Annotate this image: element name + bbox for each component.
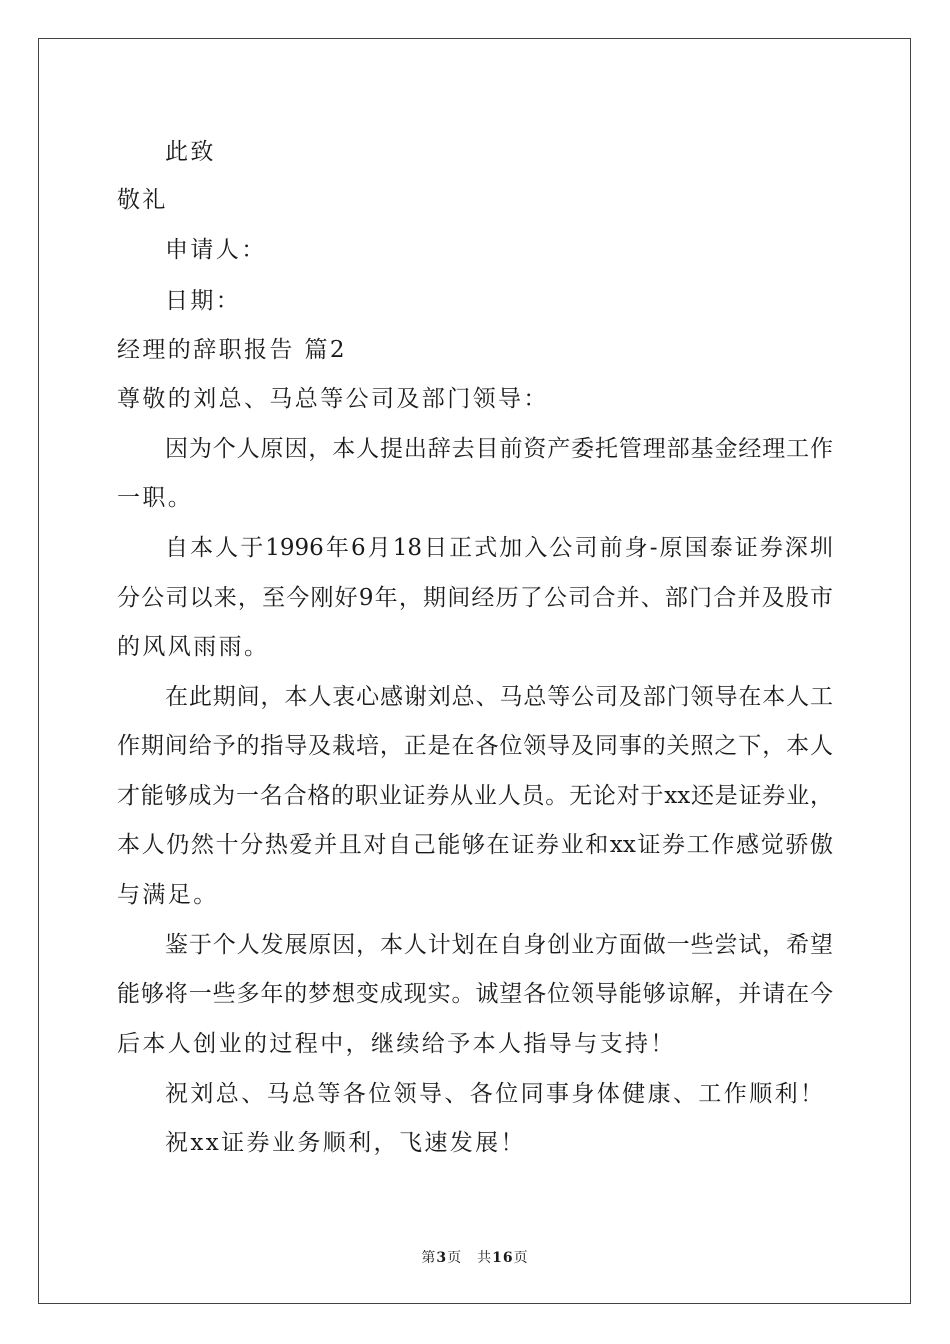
footer-page-total: 16 — [492, 1250, 514, 1266]
footer-page-mid: 页 共 — [447, 1250, 493, 1266]
paragraph-1-line-1: 因为个人原因，本人提出辞去目前资产委托管理部基金经理工作 — [165, 436, 833, 462]
closing-regards: 敬礼 — [117, 187, 168, 213]
paragraph-5-line-1: 祝刘总、马总等各位领导、各位同事身体健康、工作顺利！ — [165, 1081, 826, 1107]
paragraph-4-line-1: 鉴于个人发展原因，本人计划在自身创业方面做一些尝试，希望 — [165, 932, 833, 958]
paragraph-3-line-3: 才能够成为一名合格的职业证券从业人员。无论对于xx还是证券业， — [117, 783, 833, 809]
paragraph-6-line-1: 祝xx证券业务顺利，飞速发展！ — [165, 1130, 526, 1156]
footer-page-suffix: 页 — [513, 1250, 529, 1266]
section-title: 经理的辞职报告 篇2 — [117, 337, 347, 363]
applicant-label: 申请人： — [165, 237, 267, 263]
date-label: 日期： — [165, 288, 242, 314]
paragraph-3-line-2: 作期间给予的指导及栽培，正是在各位领导及同事的关照之下，本人 — [117, 733, 833, 759]
page-footer — [0, 1247, 950, 1267]
paragraph-2-line-2: 分公司以来，至今刚好9年，期间经历了公司合并、部门合并及股市 — [117, 585, 833, 611]
paragraph-3-line-4: 本人仍然十分热爱并且对自己能够在证券业和xx证券工作感觉骄傲 — [117, 832, 833, 858]
page-border — [38, 38, 911, 1304]
paragraph-4-line-2: 能够将一些多年的梦想变成现实。诚望各位领导能够谅解，并请在今 — [117, 981, 833, 1007]
paragraph-3-line-5: 与满足。 — [117, 882, 219, 908]
paragraph-2-line-1: 自本人于1996年6月18日正式加入公司前身-原国泰证券深圳 — [165, 535, 833, 561]
footer-page-prefix: 第 — [421, 1250, 437, 1266]
footer-page-current: 3 — [436, 1250, 448, 1266]
paragraph-3-line-1: 在此期间，本人衷心感谢刘总、马总等公司及部门领导在本人工 — [165, 684, 833, 710]
addressee: 尊敬的刘总、马总等公司及部门领导： — [117, 386, 549, 412]
paragraph-1-line-2: 一职。 — [117, 485, 194, 511]
closing-salutation: 此致 — [165, 139, 216, 165]
paragraph-2-line-3: 的风风雨雨。 — [117, 634, 270, 660]
paragraph-4-line-3: 后本人创业的过程中，继续给予本人指导与支持！ — [117, 1031, 676, 1057]
